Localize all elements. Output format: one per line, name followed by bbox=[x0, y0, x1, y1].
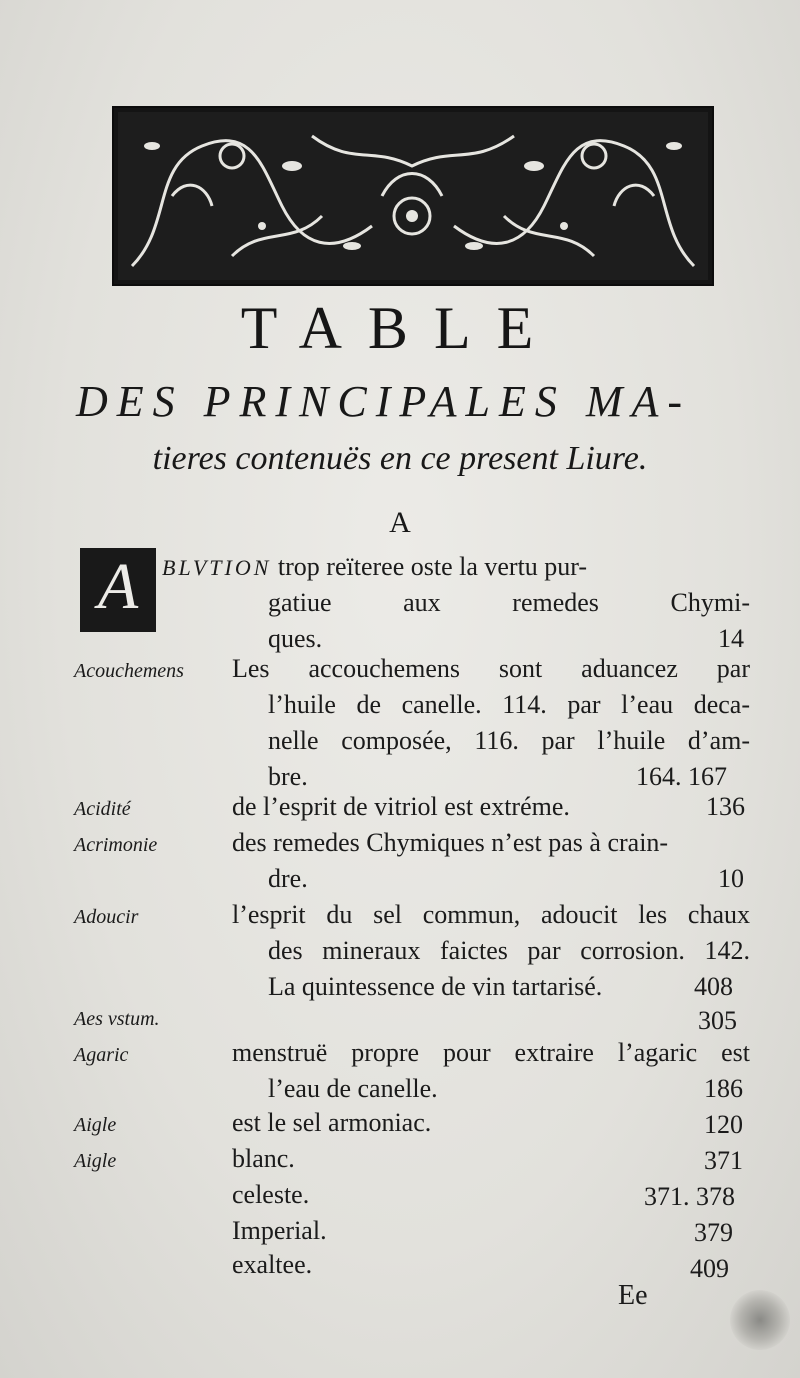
entry-line: des mineraux faictes par corrosion. 142. bbox=[268, 936, 750, 965]
entry-line: exaltee. bbox=[232, 1250, 313, 1279]
margin-keyword: Acouchemens bbox=[74, 660, 184, 682]
page-number: 305 bbox=[698, 1006, 737, 1035]
entry-line: blanc. bbox=[232, 1144, 295, 1173]
entry-line: gatiue aux remedes Chymi- bbox=[268, 588, 750, 617]
entry-line: de l’esprit de vitriol est extréme. bbox=[232, 792, 570, 821]
entry-text: trop reïteree oste la vertu pur- bbox=[271, 552, 588, 581]
entry-line: l’esprit du sel commun, adoucit les chaux bbox=[232, 900, 750, 929]
floral-bird-ornament-icon bbox=[112, 106, 714, 286]
entry-line: Imperial. bbox=[232, 1216, 327, 1245]
entry-line: nelle composée, 116. par l’huile d’am- bbox=[268, 726, 750, 755]
caps-run: BLVTION bbox=[162, 555, 272, 580]
page-number: 408 bbox=[694, 972, 733, 1001]
page-number: 120 bbox=[704, 1110, 743, 1139]
signature-mark: Ee bbox=[618, 1280, 648, 1311]
page-title: TABLE bbox=[240, 295, 560, 361]
page-number: 186 bbox=[704, 1074, 743, 1103]
subtitle-line-1: DES PRINCIPALES MA- bbox=[76, 377, 692, 426]
page-number: 371. 378 bbox=[644, 1182, 735, 1211]
dropcap-letter: A bbox=[97, 550, 139, 623]
entry-line: bre. bbox=[268, 762, 308, 791]
entry-line: l’eau de canelle. bbox=[268, 1074, 438, 1103]
entry-line bbox=[162, 552, 587, 582]
page-number: 164. 167 bbox=[636, 762, 727, 791]
margin-keyword: Aigle bbox=[74, 1150, 117, 1172]
entry-line: La quintessence de vin tartarisé. bbox=[268, 972, 603, 1001]
page-number: 14 bbox=[718, 624, 744, 653]
entry-line: menstruë propre pour extraire l’agaric est bbox=[232, 1038, 750, 1067]
margin-keyword: Acrimonie bbox=[74, 834, 158, 856]
page-number: 10 bbox=[718, 864, 744, 893]
entry-line: l’huile de canelle. 114. par l’eau deca- bbox=[268, 690, 750, 719]
entry-line: Les accouchemens sont aduancez par bbox=[232, 654, 750, 683]
page-number: 136 bbox=[706, 792, 745, 821]
margin-keyword: Agaric bbox=[74, 1044, 129, 1066]
margin-keyword: Aigle bbox=[74, 1114, 117, 1136]
margin-keyword: Aes vstum. bbox=[74, 1008, 160, 1030]
entry-line: des remedes Chymiques n’est pas à crain- bbox=[232, 828, 669, 857]
margin-keyword: Adoucir bbox=[74, 906, 139, 928]
woodcut-headpiece bbox=[112, 106, 714, 286]
page-number: 409 bbox=[690, 1254, 729, 1283]
entry-line: celeste. bbox=[232, 1180, 310, 1209]
section-letter: A bbox=[389, 506, 411, 539]
page-number: 371 bbox=[704, 1146, 743, 1175]
page-number: 379 bbox=[694, 1218, 733, 1247]
entry-line: est le sel armoniac. bbox=[232, 1108, 432, 1137]
paper-stain bbox=[730, 1290, 790, 1350]
entry-line: dre. bbox=[268, 864, 308, 893]
margin-keyword: Acidité bbox=[74, 798, 131, 820]
entry-line: ques. bbox=[268, 624, 323, 653]
subtitle-line-2: tieres contenuës en ce present Liure. bbox=[152, 440, 648, 477]
decorated-initial bbox=[80, 548, 156, 632]
